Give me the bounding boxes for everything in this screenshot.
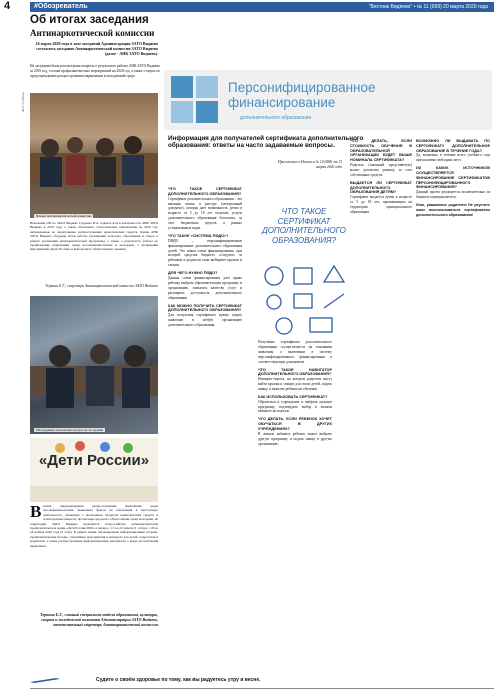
- pfdo-title-line1: Персонифицированное: [228, 80, 376, 95]
- article-signature: Теркина Е.Г., секретарь Антинаркотической комиссии ЗАТО Видяево: [45, 284, 158, 288]
- closing-note: Итак, уважаемые родители! Не упустите шанс воспользоваться сертификатом дополнительного образования!: [416, 203, 490, 217]
- issue-info: "Вестник Видяево" • № 11 (699) 20 марта 2020 года: [368, 4, 488, 10]
- meeting-photo: [30, 93, 158, 218]
- question-heading: ДЛЯ ЧЕГО НУЖНО ПФДО?: [168, 271, 218, 276]
- pfdo-title-line2: финансирование: [228, 95, 336, 110]
- question-heading: КАК МОЖНО ПОЛУЧИТЬ СЕРТИФИКАТ ДОПОЛНИТЕЛЬНОГО ОБРАЗОВАНИЯ?: [168, 303, 242, 313]
- info-attachment-note: Приложение к Начало в № 10 (698) от 13 марта 2020 года: [277, 160, 342, 169]
- question-heading: ЧТО ДЕЛАТЬ, ЕСЛИ СТОИМОСТЬ ОБУЧЕНИЯ В ОБРАЗОВАТЕЛЬНОЙ ОРГАНИЗАЦИИ БУДЕТ ВЫШЕ НОМИНАЛА СЕРТИФИКАТА?: [350, 139, 412, 163]
- meeting-photo-shapes: [30, 93, 158, 218]
- activities-icons: [260, 262, 348, 338]
- answer-text: Для получения сертификата нужно подать заявление в любую организацию дополнительного образования.: [168, 313, 242, 327]
- article-title: Об итогах заседания: [30, 14, 149, 26]
- qa-column-1: [168, 184, 242, 328]
- pfdo-title: [228, 80, 376, 110]
- article-body-3: [30, 504, 158, 548]
- photo-caption: Обсуждение актуальных вопросов заседания: [36, 428, 104, 432]
- pen-icon: [30, 676, 60, 684]
- answer-text: Получение сертификата дополнительного образования осуществляется на основании заявления о включении в систему персонифицированного финансирования и соответствующих документов.: [258, 340, 332, 364]
- what-is-certificate-heading: ЧТО ТАКОЕ СЕРТИФИКАТ ДОПОЛНИТЕЛЬНОГО ОБРАЗОВАНИЯ?: [262, 207, 346, 245]
- answer-text: Сертификат выдается детям в возрасте от 5 до 18 лет, проживающим на территории муниципального образования.: [350, 195, 412, 214]
- answer-text: Данный проект реализуется исключительно из бюджета муниципалитета.: [416, 190, 490, 200]
- discussion-photo: [30, 296, 158, 434]
- page-number: 4: [4, 0, 11, 12]
- article-body-2: Начальник ОП по ЗАТО Видяево Гордеева В.А. подвела итоги деятельности АНК ЗАТО Видяево в 2019 году, а также обозначила стратегические направления на 2020 год, направленные на недопущение распространения наркотических средств. Члены АНК ЗАТО Видяево обсудили итоги работы учреждений культуры, образования и спорта в рамках реализации антинаркотической программы, а также о результатах работы по профилактике наркомании среди несовершеннолетних и молодежи, о проведении мероприятий «Дети России» и выборочного общественного мнения.: [30, 221, 158, 252]
- article-body-1: На заседании были рассмотрены вопросы о результатах работы АНК ЗАТО Видяево за 2019 год, о плане профилактических мероприятий на 2020 год, а также о мерах по предупреждению распространения наркомании в молодежной среде.: [30, 64, 160, 78]
- answer-text: В личном кабинете ребенок может выбрать другую программу и подать заявку в другую организацию.: [258, 431, 332, 446]
- kids-illustration: [30, 438, 158, 502]
- question-heading: ЧТО ТАКОЕ СЕРТИФИКАТ ДОПОЛНИТЕЛЬНОГО ОБРАЗОВАНИЯ?: [168, 187, 242, 196]
- pfdo-logo: [170, 75, 220, 125]
- article-lead: 16 марта 2020 года в зале заседаний Администрации ЗАТО Видяево состоялось заседание Антинаркотической комиссии ЗАТО Видяево (далее - АНК ЗАТО Видяево).: [35, 41, 158, 56]
- question-heading: ЧТО ТАКОЕ «СИСТЕМА ПФДО»?: [168, 233, 229, 238]
- answer-text: Сертификат дополнительного образования – это именная запись в реестре (электронный документ), которая дает возможность детям в возрасте от 5 до 18 лет получать услуги дополнительного образования бесплатно, за счет бюджетных средств, в рамках установленных норм.: [168, 196, 242, 231]
- article-subtitle: Антинаркотической комиссии: [30, 28, 155, 38]
- photo-caption: Члены Антинаркотической комиссии: [36, 214, 92, 218]
- answer-text: Обратиться в учреждение и выбрать нужную программу, подтвердить выбор в личном кабинете на портале.: [258, 399, 332, 414]
- question-heading: ИЗ КАКИХ ИСТОЧНИКОВ ОСУЩЕСТВЛЯЕТСЯ ФИНАНСИРОВАНИЕ СЕРТИФИКАТОВ ПЕРСОНИФИЦИРОВАННОГО ФИНАНСИРОВАНИЯ?: [416, 166, 490, 190]
- answer-text: ПФДО – персонифицированное финансирование дополнительного образования детей. Это новая схема финансирования, при которой средства бюджета «следуют» за ребенком и родители сами выбирают кружки и секции.: [168, 238, 242, 268]
- photo-credit: Фото Т. Рябчин: [21, 92, 25, 112]
- pfdo-subtitle: дополнительного образования: [240, 115, 312, 121]
- answer-text: Данная схема финансирования дает право ребенку выбрать образовательную программу и организацию, повысить качество услуг и расширить доступность дополнительного образования.: [168, 275, 242, 300]
- question-heading: ВОЗМОЖНО ЛИ ВЫДАВАТЬ ПО СЕРТИФИКАТУ ДОПОЛНИТЕЛЬНОЕ ОБРАЗОВАНИЕ В ТЕЧЕНИЕ ГОДА?: [416, 139, 490, 153]
- answer-text: Да, возможно в течение всего учебного года при наличии свободных мест.: [416, 153, 490, 163]
- question-heading: КАК ИСПОЛЬЗОВАТЬ СЕРТИФИКАТ?: [258, 394, 328, 399]
- question-heading: ЧТО ДЕЛАТЬ, ЕСЛИ РЕБЕНОК ХОЧЕТ ОБУЧАТЬСЯ В ДРУГИХ УЧРЕЖДЕНИЯХ?: [258, 417, 332, 431]
- drop-cap: В: [30, 502, 42, 521]
- question-heading: ВЫДАЕТСЯ ЛИ СЕРТИФИКАТ ДОПОЛНИТЕЛЬНОГО ОБРАЗОВАНИЯ ДЕТЯМ?: [350, 180, 412, 195]
- article-body-3-text: целях предупреждения распространения наркомании среди несовершеннолетних, выявления фактов их вовлечения в преступную деятельность, связанную с незаконным оборотом наркотических средств и психотропных веществ, пропаганды здорового образа жизни среди молодежи, на территории ЗАТО Видяево проводится всероссийская антинаркотическая профилактическая акция «Дети России-2020» в период с 13 по 22 апреля (1 этап) и с 18 по 18 ноября 2020 года (2 этап). В рамках акции запланированы информационные встречи, профилактические беседы, спортивные мероприятия и конкурсы для детей, подростков и родителей, а также распространение информационных материалов о вреде употребления наркотиков.: [30, 504, 158, 548]
- kids-russia-title: «Дети России»: [38, 452, 150, 469]
- page-header: [0, 0, 494, 13]
- question-heading: ЧТО ТАКОЕ НАВИГАТОР ДОПОЛНИТЕЛЬНОГО ОБРАЗОВАНИЯ?: [258, 367, 332, 377]
- answer-text: Интернет-портал, на котором родители могут найти кружки и секции для своих детей, подать заявку и записать ребенка на обучение.: [258, 377, 332, 391]
- qa-column-2: [258, 340, 332, 446]
- qa-column-4: [416, 136, 490, 217]
- article-signature: Теркина Е.Г., главный специалист отдела образования, культуры, спорта и молодежной политики Администрации ЗАТО Видяево, ответственный секретарь Антинаркотической комиссии: [40, 612, 158, 627]
- footer-quote: Судите о своём здоровье по тому, как вы радуетесь утру и весне.: [96, 677, 261, 683]
- answer-text: Родитель (законный представитель) может доплатить разницу за счет собственных средств.: [350, 162, 412, 177]
- section-name: #Обозреватель: [34, 3, 88, 10]
- qa-column-3: [350, 136, 412, 215]
- info-title: Информация для получателей сертификата дополнительного образования: ответы на часто задаваемые вопросы.: [168, 135, 364, 150]
- discussion-photo-shapes: [30, 296, 158, 434]
- kids-russia-banner: [30, 438, 158, 502]
- footer-divider: [30, 688, 494, 689]
